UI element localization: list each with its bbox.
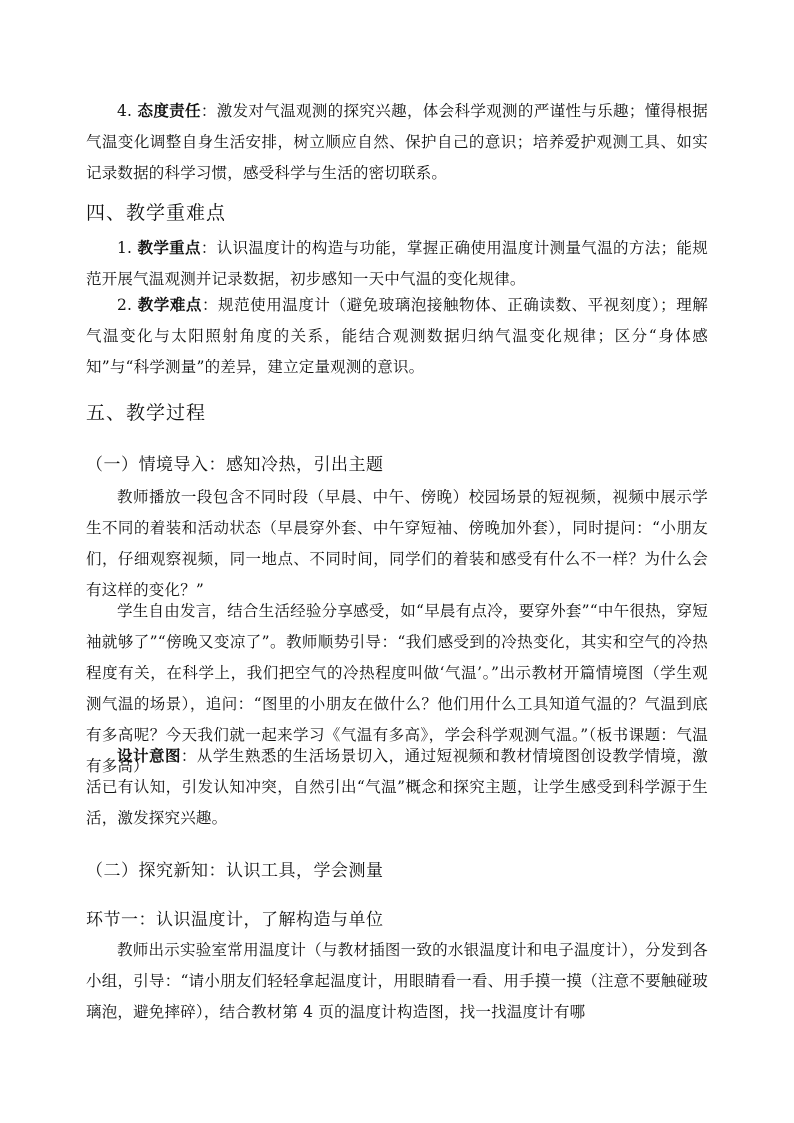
design-intent-text: ：从学生熟悉的生活场景切入，通过短视频和教材情境图创设教学情境，激活已有认知，引发认知冲突，自然引出“气温”概念和探究主题，让学生感受到科学源于生活，激发探究兴趣。 [86,747,708,827]
key-point-text: ：认识温度计的构造与功能，掌握正确使用温度计测量气温的方法；能规范开展气温观测并记录数据，初步感知一天中气温的变化规律。 [86,239,708,288]
section4-heading: 四、教学重难点 [86,202,227,224]
difficult-point-prefix: 2. [117,296,138,314]
part1-paragraph-1: 教师播放一段包含不同时段（早晨、中午、傍晚）校园场景的短视频，视频中展示学生不同的着装和活动状态（早晨穿外套、中午穿短袖、傍晚加外套），同时提问：“小朋友们，仔细观察视频，同一地点、不同时间，同学们的着装和感受有什么不一样？为什么会有这样的变化？” [86,488,708,599]
part1-heading: （一）情境导入：感知冷热，引出主题 [86,455,384,475]
step1-heading: 环节一：认识温度计，了解构造与单位 [86,910,384,930]
step1-paragraph-1: 教师出示实验室常用温度计（与教材插图一致的水银温度计和电子温度计），分发到各小组，引导：“请小朋友们轻轻拿起温度计，用眼睛看一看、用手摸一摸（注意不要触碰玻璃泡，避免摔碎），结合教材第 4 页的温度计构造图，找一找温度计有哪 [86,941,708,1021]
section5-heading: 五、教学过程 [86,402,207,424]
design-intent-paragraph [86,740,708,834]
part2-heading: （二）探究新知：认识工具，学会测量 [86,861,384,881]
key-point-label: 教学重点 [137,238,201,257]
difficult-point-paragraph [86,289,708,383]
attitude-prefix: 4. [117,102,138,120]
attitude-paragraph [86,95,708,189]
difficult-point-label: 教学难点 [137,295,202,314]
design-intent-label: 设计意图 [117,746,181,765]
key-point-prefix: 1. [117,239,138,257]
attitude-label: 态度责任 [137,101,201,120]
difficult-point-text: ：规范使用温度计（避免玻璃泡接触物体、正确读数、平视刻度）；理解气温变化与太阳照射角度的关系，能结合观测数据归纳气温变化规律；区分“身体感知”与“科学测量”的差异，建立定量观测的意识。 [86,296,708,376]
key-point-paragraph [86,232,708,295]
part1-paragraph-2: 学生自由发言，结合生活经验分享感受，如“早晨有点冷，要穿外套”“中午很热，穿短袖就够了”“傍晚又变凉了”。教师顺势引导：“我们感受到的冷热变化，其实和空气的冷热程度有关，在科学上，我们把空气的冷热程度叫做‘气温’。”出示教材开篇情境图（学生观测气温的场景），追问：“图里的小朋友在做什么？他们用什么工具知道气温的？气温到底有多高呢？今天我们就一起来学习《气温有多高》，学会科学观测气温。”（板书课题：气温有多高） [86,602,708,775]
attitude-text: ：激发对气温观测的探究兴趣，体会科学观测的严谨性与乐趣；懂得根据气温变化调整自身生活安排，树立顺应自然、保护自己的意识；培养爱护观测工具、如实记录数据的科学习惯，感受科学与生活的密切联系。 [86,102,708,182]
